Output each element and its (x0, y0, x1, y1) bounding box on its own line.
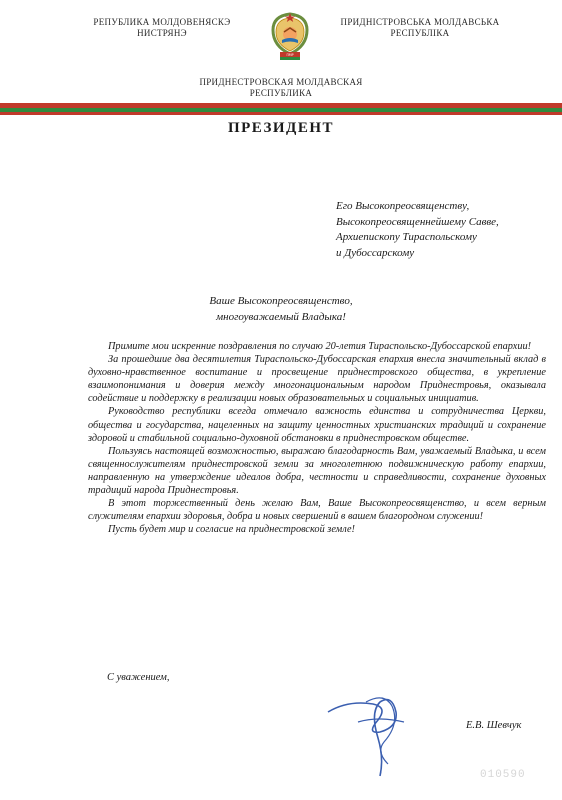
body-paragraph: Пользуясь настоящей возможностью, выражаю благодарность Вам, уважаемый Владыка, и всем священнослужителям приднестровской земли за многолетнюю подвижническую работу епархии, направленную на утверждение идеалов добра, честности и справедливости, сохранение духовных традиций народа Приднестровья. (88, 445, 546, 497)
body-paragraph: В этот торжественный день желаю Вам, Ваше Высокопреосвященство, и всем верным служителям епархии здоровья, добра и новых свершений в вашем благородном служении! (88, 498, 546, 523)
coat-of-arms-icon (267, 10, 313, 66)
handwritten-signature (318, 672, 438, 782)
header-moldovan (72, 17, 252, 39)
svg-text:ПМР: ПМР (286, 53, 294, 57)
header-ukrainian-line1: ПРИДНІСТРОВСЬКА МОЛДАВСЬКА (340, 17, 500, 27)
page-title: ПРЕЗИДЕНТ (227, 120, 335, 136)
header-moldovan-line1: РЕПУБЛИКА МОЛДОВЕНЯСКЭ (93, 17, 231, 27)
body-paragraph: Руководство республики всегда отмечало важность единства и сотрудничества Церкви, общества и государства, нацеленных на защиту ценностных христианских традиций и сохранение здоровой и стабильной социально-духовной обстановки в приднестровском обществе. (88, 406, 546, 444)
header-ukrainian-line2: РЕСПУБЛІКА (390, 28, 450, 38)
body-paragraph: За прошедшие два десятилетия Тираспольско-Дубоссарская епархия внесла значительный вклад в духовно-нравственное воспитание и просвещение приднестровского общества, в укрепление взаимопонимания и доверия между многонациональным народом Приднестровья, оказывала содействие и поддержку в реализации новых образовательных и социальных инициатив. (88, 354, 546, 405)
closing-phrase: С уважением, (107, 672, 170, 683)
header-russian (180, 77, 382, 99)
header-russian-line2: РЕСПУБЛИКА (249, 88, 313, 98)
body-paragraph: Примите мои искренние поздравления по случаю 20-летия Тираспольско-Дубоссарской епархии! (108, 341, 532, 352)
signer-name: Е.В. Шевчук (466, 720, 522, 731)
document-number: 010590 (480, 769, 526, 781)
letter-body (88, 340, 546, 536)
flag-band-red-bottom (0, 112, 562, 115)
salutation-line2: многоуважаемый Владыка! (216, 311, 346, 323)
header-moldovan-line2: НИСТРЯНЭ (137, 28, 187, 38)
salutation-line1: Ваше Высокопреосвященство, (209, 295, 353, 307)
salutation (0, 293, 562, 325)
addressee-line: Его Высокопреосвященству, (336, 200, 470, 212)
addressee-line: Архиепископу Тираспольскому (336, 231, 477, 243)
addressee-line: Высокопреосвященнейшему Савве, (336, 215, 499, 228)
header-russian-line1: ПРИДНЕСТРОВСКАЯ МОЛДАВСКАЯ (199, 77, 363, 87)
addressee-line: и Дубоссарскому (336, 246, 415, 259)
header-ukrainian (330, 17, 510, 39)
body-paragraph: Пусть будет мир и согласие на приднестровской земле! (108, 524, 355, 536)
addressee-block (336, 199, 556, 261)
